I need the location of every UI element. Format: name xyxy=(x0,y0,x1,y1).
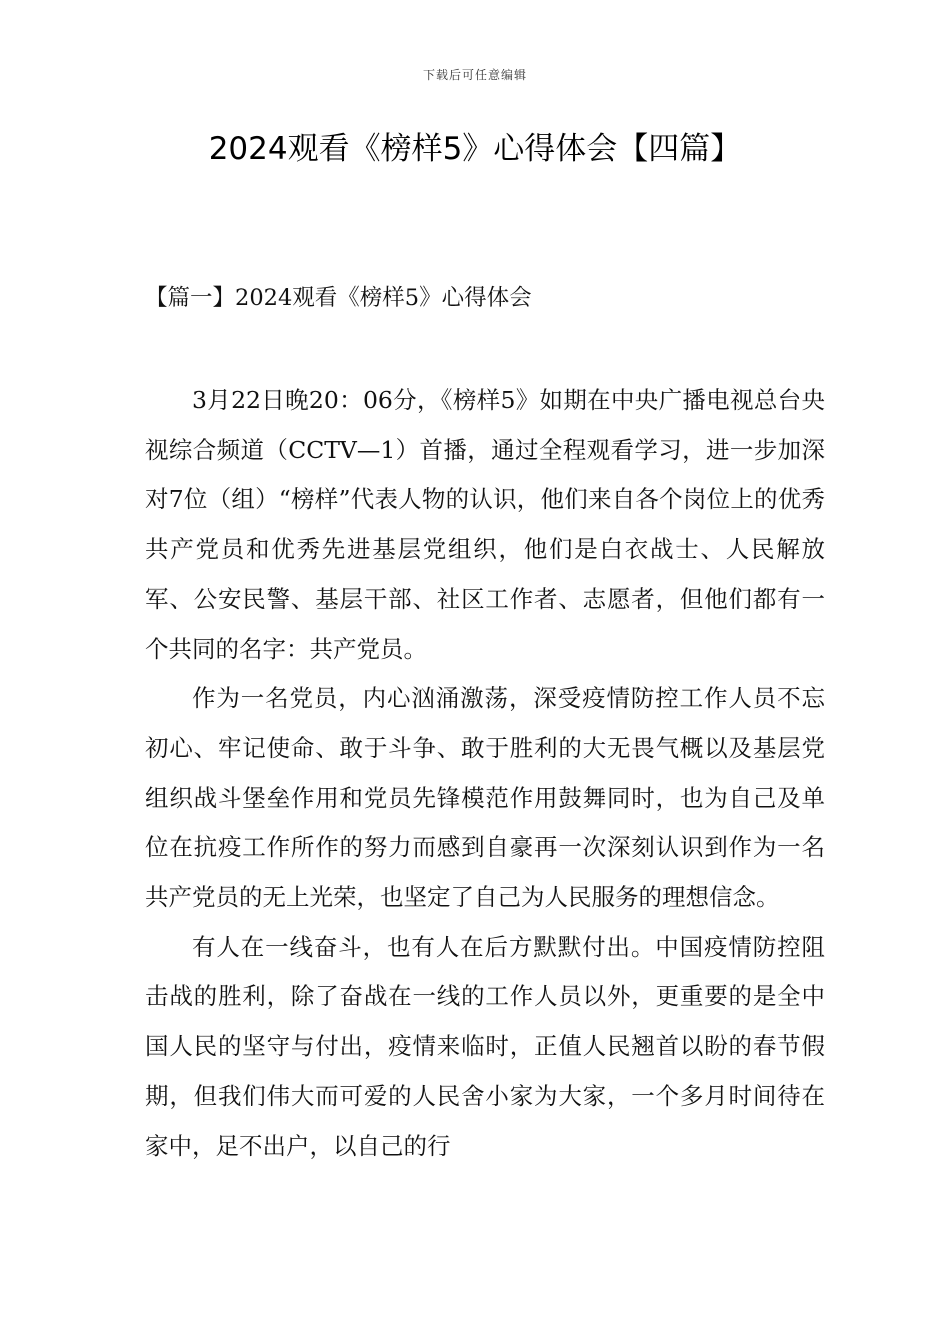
body-text xyxy=(145,376,825,1171)
paragraph-1: 3月22日晚20：06分，《榜样5》如期在中央广播电视总台央视综合频道（CCTV—1）首播，通过全程观看学习，进一步加深对7位（组）“榜样”代表人物的认识，他们来自各个岗位上的优秀共产党员和优秀先进基层党组织，他们是白衣战士、人民解放军、公安民警、基层干部、社区工作者、志愿者，但他们都有一个共同的名字：共产党员。 xyxy=(145,386,825,663)
paragraph-3: 有人在一线奋斗，也有人在后方默默付出。中国疫情防控阻击战的胜利，除了奋战在一线的工作人员以外，更重要的是全中国人民的坚守与付出，疫情来临时，正值人民翘首以盼的春节假期，但我们伟大而可爱的人民舍小家为大家，一个多月时间待在家中，足不出户，以自己的行 xyxy=(145,932,825,1160)
document-title: 2024观看《榜样5》心得体会【四篇】 xyxy=(208,131,742,167)
section-heading: 【篇一】2024观看《榜样5》心得体会 xyxy=(145,285,532,311)
header-note: 下载后可任意编辑 xyxy=(422,68,527,82)
paragraph-2: 作为一名党员，内心汹涌激荡，深受疫情防控工作人员不忘初心、牢记使命、敢于斗争、敢于胜利的大无畏气概以及基层党组织战斗堡垒作用和党员先锋模范作用鼓舞同时，也为自己及单位在抗疫工作所作的努力而感到自豪再一次深刻认识到作为一名共产党员的无上光荣，也坚定了自己为人民服务的理想信念。 xyxy=(145,684,825,912)
